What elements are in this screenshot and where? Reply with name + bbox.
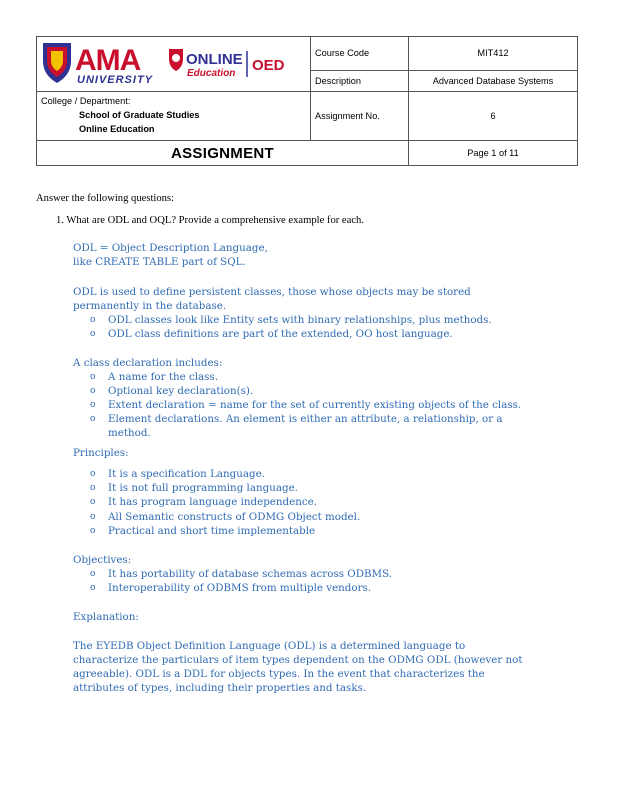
objectives-bullet <box>90 581 372 595</box>
bullet-text: It is not full programming language. <box>108 482 298 494</box>
bullet-text: A name for the class. <box>108 371 218 383</box>
bullet-icon: o <box>90 497 96 507</box>
course-code-value: MIT412 <box>409 37 578 71</box>
ama-shield-icon <box>43 43 71 83</box>
assignment-title: ASSIGNMENT <box>37 141 409 166</box>
objectives-heading: Objectives: <box>73 554 132 566</box>
bullet-icon: o <box>90 386 96 396</box>
principles-bullet <box>90 467 266 481</box>
bullet-text: Element declarations. An element is either an attribute, a relationship, or a <box>108 413 503 425</box>
bullet-text: It is a specification Language. <box>108 468 266 480</box>
college-label: College / Department: <box>41 96 131 106</box>
bullet-icon: o <box>90 372 96 382</box>
education-wordmark: Education <box>187 68 236 79</box>
logo-cell <box>37 37 311 92</box>
class-declaration-bullet <box>90 370 218 384</box>
assignment-no-label: Assignment No. <box>311 92 409 141</box>
university-wordmark: UNIVERSITY <box>77 74 154 86</box>
department-cell <box>37 92 311 141</box>
bullet-text: ODL classes look like Entity sets with binary relationships, plus methods. <box>108 314 492 326</box>
class-declaration-bullet <box>90 398 522 412</box>
explanation-line-1: The EYEDB Object Definition Language (ODL) is a determined language to <box>73 640 466 652</box>
ama-university-logo <box>37 37 307 91</box>
bullet-text: Interoperability of ODBMS from multiple vendors. <box>108 582 372 594</box>
bullet-icon: o <box>90 400 96 410</box>
bullet-icon: o <box>90 569 96 579</box>
logos <box>37 37 307 91</box>
bullet-icon: o <box>90 315 96 325</box>
online-education-icon <box>169 49 183 71</box>
bullet-text: Practical and short time implementable <box>108 525 316 537</box>
school-name: School of Graduate Studies <box>79 110 200 120</box>
explanation-line-4: attributes of types, including their properties and tasks. <box>73 682 367 694</box>
bullet-icon: o <box>90 483 96 493</box>
principles-bullet <box>90 481 298 495</box>
class-declaration-bullet <box>90 384 254 398</box>
principles-bullet <box>90 524 316 538</box>
class-declaration-heading: A class declaration includes: <box>73 357 223 369</box>
bullet-icon: o <box>90 512 96 522</box>
explanation-heading: Explanation: <box>73 611 139 623</box>
assignment-no-value: 6 <box>409 92 578 141</box>
class-declaration-bullet-continuation: method. <box>108 427 151 439</box>
usage-line-2: permanently in the database. <box>73 300 227 312</box>
department-name: Online Education <box>79 124 155 134</box>
bullet-text: Extent declaration = name for the set of currently existing objects of the class. <box>108 399 522 411</box>
oed-wordmark: OED <box>252 57 285 74</box>
intro-text: Answer the following questions: <box>36 193 174 204</box>
bullet-icon: o <box>90 329 96 339</box>
definition-line-1: ODL = Object Description Language, <box>73 242 268 254</box>
course-header-table <box>36 36 578 166</box>
usage-line-1: ODL is used to define persistent classes, those whose objects may be stored <box>73 286 471 298</box>
bullet-icon: o <box>90 469 96 479</box>
bullet-icon: o <box>90 414 96 424</box>
principles-bullet <box>90 495 317 509</box>
bullet-text: Optional key declaration(s). <box>108 385 254 397</box>
objectives-bullet <box>90 567 393 581</box>
online-wordmark: ONLINE <box>186 51 243 68</box>
course-code-label: Course Code <box>311 37 409 71</box>
explanation-line-3: agreeable). ODL is a DDL for objects types. In the event that characterizes the <box>73 668 485 680</box>
usage-bullet <box>90 313 492 327</box>
class-declaration-bullet <box>90 412 503 426</box>
bullet-icon: o <box>90 526 96 536</box>
usage-bullet <box>90 327 453 341</box>
bullet-text: It has portability of database schemas across ODBMS. <box>108 568 393 580</box>
principles-bullet <box>90 510 361 524</box>
bullet-text: It has program language independence. <box>108 496 317 508</box>
ama-wordmark: AMA <box>75 44 141 77</box>
description-label: Description <box>311 70 409 91</box>
description-value: Advanced Database Systems <box>409 70 578 91</box>
question-1: 1. What are ODL and OQL? Provide a comprehensive example for each. <box>56 215 364 226</box>
bullet-text: ODL class definitions are part of the extended, OO host language. <box>108 328 453 340</box>
principles-heading: Principles: <box>73 447 129 459</box>
page-info: Page 1 of 11 <box>409 141 578 166</box>
bullet-text: All Semantic constructs of ODMG Object model. <box>108 511 361 523</box>
bullet-icon: o <box>90 583 96 593</box>
explanation-line-2: characterize the particulars of item types dependent on the ODMG ODL (however not <box>73 654 523 666</box>
definition-line-2: like CREATE TABLE part of SQL. <box>73 256 246 268</box>
